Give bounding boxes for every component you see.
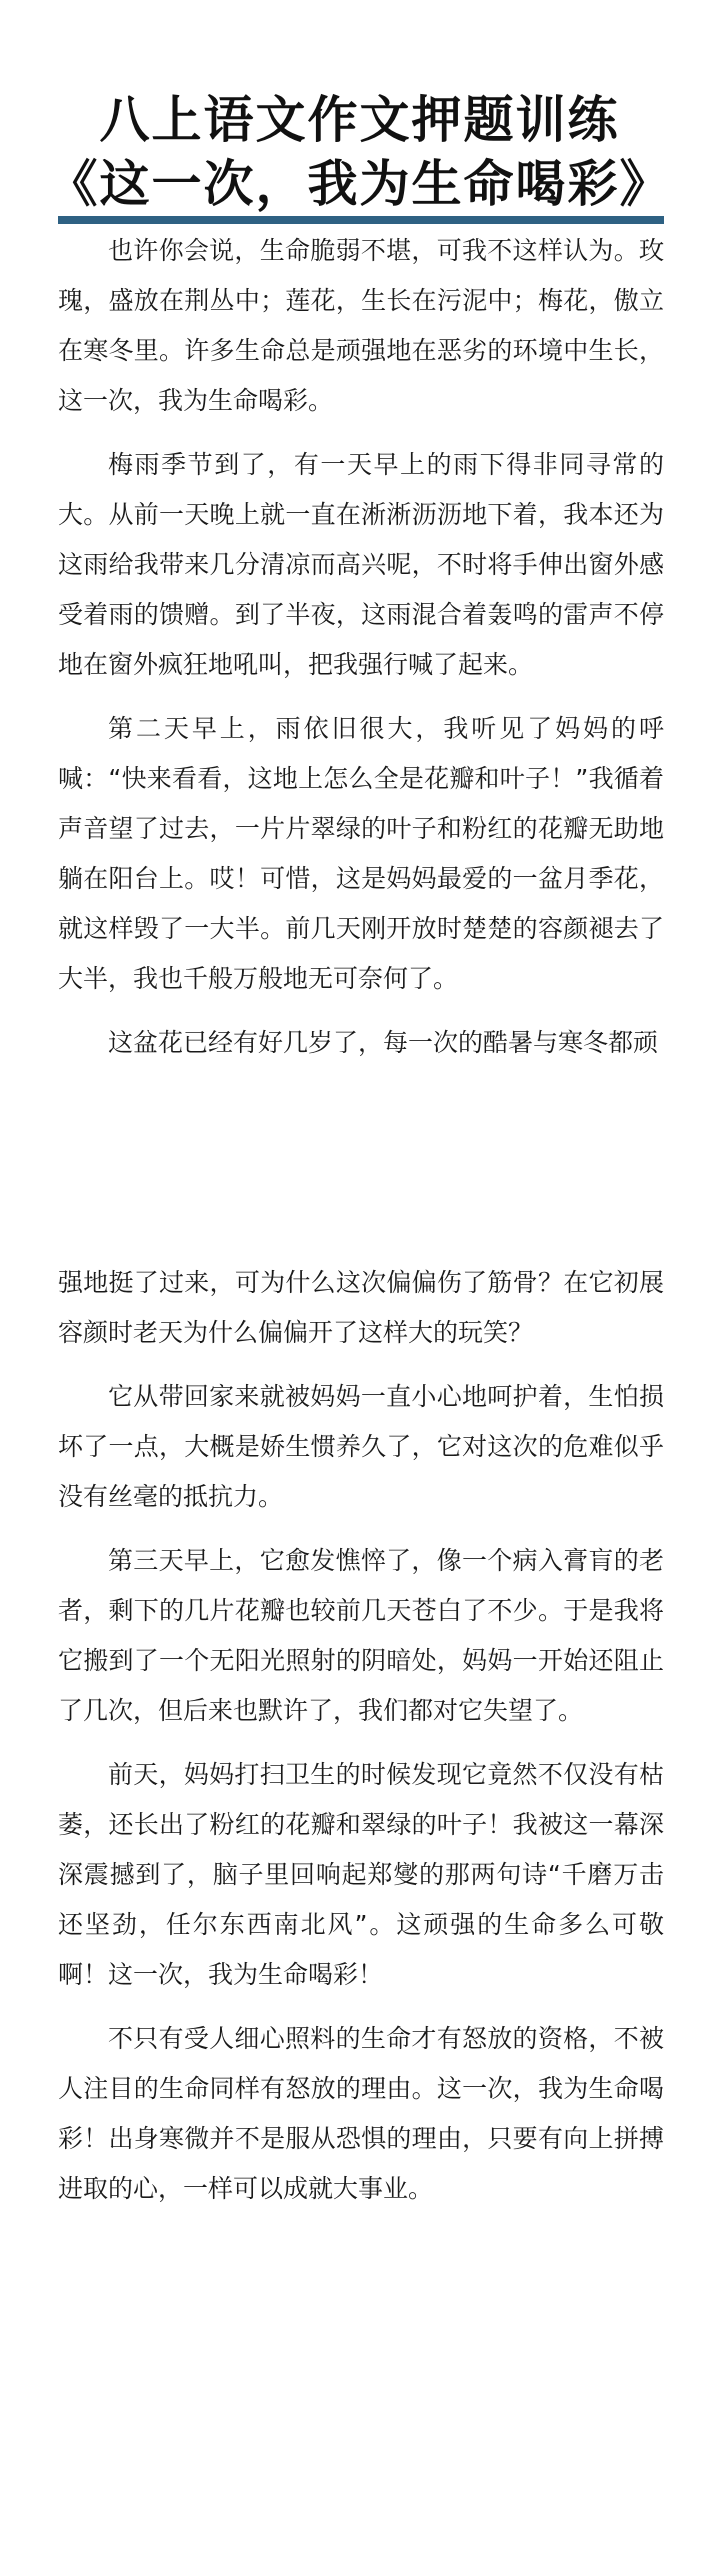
paragraph: 这盆花已经有好几岁了，每一次的酷暑与寒冬都顽 [108, 1028, 659, 1057]
paragraph: 不只有受人细心照料的生命才有怒放的资格，不被人注目的生命同样有怒放的理由。这一次，我为生命喝彩！出身寒微并不是服从恐惧的理由，只要有向上拼搏进取的心，一样可以成就大事业。 [58, 2024, 664, 2203]
essay-body-top [58, 226, 664, 1082]
essay-title: 《这一次，我为生命喝彩》 [47, 155, 672, 213]
page-title: 八上语文作文押题训练 [99, 91, 620, 149]
title-block [0, 88, 719, 216]
essay-body-bottom [58, 1258, 664, 2228]
paragraph: 第三天早上，它愈发憔悴了，像一个病入膏肓的老者，剩下的几片花瓣也较前几天苍白了不少。于是我将它搬到了一个无阳光照射的阴暗处，妈妈一开始还阻止了几次，但后来也默许了，我们都对它失望了。 [58, 1546, 664, 1725]
paragraph: 它从带回家来就被妈妈一直小心地呵护着，生怕损坏了一点，大概是娇生惯养久了，它对这次的危难似乎没有丝毫的抵抗力。 [58, 1382, 664, 1511]
paragraph: 梅雨季节到了，有一天早上的雨下得非同寻常的大。从前一天晚上就一直在淅淅沥沥地下着，我本还为这雨给我带来几分清凉而高兴呢，不时将手伸出窗外感受着雨的馈赠。到了半夜，这雨混合着轰鸣的雷声不停地在窗外疯狂地吼叫，把我强行喊了起来。 [58, 450, 664, 679]
paragraph: 第二天早上，雨依旧很大，我听见了妈妈的呼喊：“快来看看，这地上怎么全是花瓣和叶子！”我循着声音望了过去，一片片翠绿的叶子和粉红的花瓣无助地躺在阳台上。哎！可惜，这是妈妈最爱的一盆月季花，就这样毁了一大半。前几天刚开放时楚楚的容颜褪去了大半，我也千般万般地无可奈何了。 [58, 714, 664, 993]
paragraph-continued: 强地挺了过来，可为什么这次偏偏伤了筋骨？在它初展容颜时老天为什么偏偏开了这样大的玩笑？ [58, 1268, 664, 1347]
paragraph: 前天，妈妈打扫卫生的时候发现它竟然不仅没有枯萎，还长出了粉红的花瓣和翠绿的叶子！我被这一幕深深震撼到了，脑子里回响起郑燮的那两句诗“千磨万击还坚劲，任尔东西南北风”。这顽强的生命多么可敬啊！这一次，我为生命喝彩！ [58, 1760, 664, 1989]
title-underline [58, 216, 664, 224]
paragraph: 也许你会说，生命脆弱不堪，可我不这样认为。玫瑰，盛放在荆丛中；莲花，生长在污泥中；梅花，傲立在寒冬里。许多生命总是顽强地在恶劣的环境中生长，这一次，我为生命喝彩。 [58, 236, 664, 415]
